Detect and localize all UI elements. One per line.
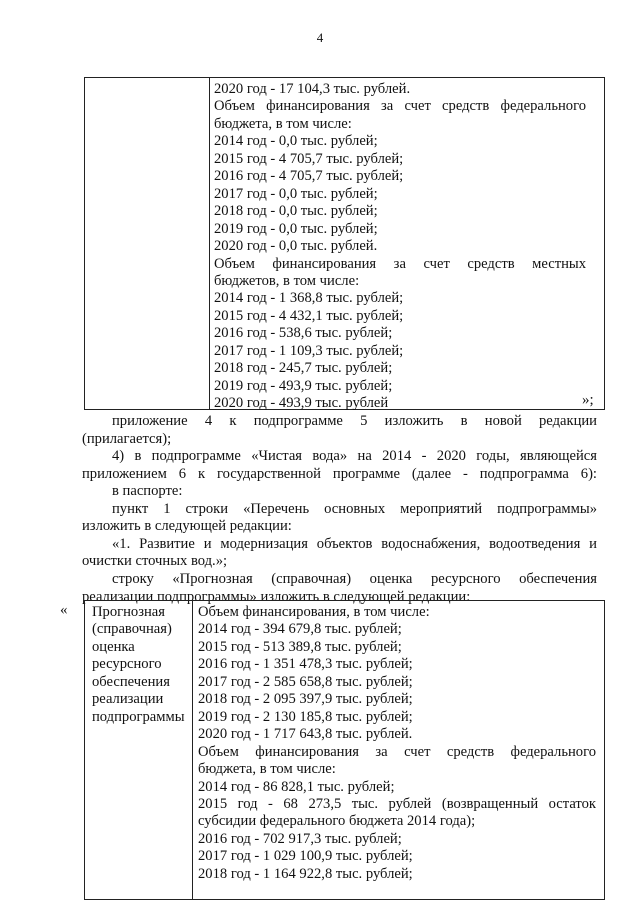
table-line: 2020 год - 1 717 643,8 тыс. рублей. <box>198 726 413 743</box>
table-line: 2015 год - 4 705,7 тыс. рублей; <box>214 150 404 167</box>
row-header-line: (справочная) <box>92 621 172 638</box>
table-line: 2018 год - 0,0 тыс. рублей; <box>214 203 378 220</box>
table-line: 2020 год - 0,0 тыс. рублей. <box>214 238 378 255</box>
table-line: 2015 год - 513 389,8 тыс. рублей; <box>198 638 402 655</box>
table-line: 2014 год - 86 828,1 тыс. рублей; <box>198 778 395 795</box>
row-header-line: обеспечения <box>92 673 170 690</box>
table-line: 2017 год - 0,0 тыс. рублей; <box>214 185 378 202</box>
table-line: 2015 год - 4 432,1 тыс. рублей; <box>214 307 404 324</box>
table-line: 2019 год - 2 130 185,8 тыс. рублей; <box>198 708 413 725</box>
table-line: 2018 год - 245,7 тыс. рублей; <box>214 360 393 377</box>
table-line: 2018 год - 1 164 922,8 тыс. рублей; <box>198 865 413 882</box>
paragraph-line: пункт 1 строки «Перечень основных мероприятий подпрограммы» <box>112 500 597 517</box>
page-number: 4 <box>316 30 324 45</box>
table-line: Объем финансирования за счет средств федерального <box>214 98 586 115</box>
row-header-line: подпрограммы <box>92 708 185 725</box>
table-line: 2016 год - 702 917,3 тыс. рублей; <box>198 830 402 847</box>
table-line: Объем финансирования, в том числе: <box>198 604 430 620</box>
table-line: 2016 год - 1 351 478,3 тыс. рублей; <box>198 656 413 673</box>
table-line: 2017 год - 1 109,3 тыс. рублей; <box>214 342 404 359</box>
table-line: 2017 год - 1 029 100,9 тыс. рублей; <box>198 848 413 865</box>
table-line: бюджетов, в том числе: <box>214 272 360 289</box>
table-line: 2014 год - 0,0 тыс. рублей; <box>214 133 378 150</box>
table-line: 2018 год - 2 095 397,9 тыс. рублей; <box>198 691 413 708</box>
paragraph-line: приложение 4 к подпрограмме 5 изложить в новой редакции <box>112 413 597 429</box>
table-line: 2014 год - 1 368,8 тыс. рублей; <box>214 290 404 307</box>
table-line: Объем финансирования за счет средств местных <box>214 255 586 272</box>
table-line: 2019 год - 0,0 тыс. рублей; <box>214 220 378 237</box>
table-column-divider <box>209 78 210 409</box>
paragraph-line: приложением 6 к государственной программе (далее - подпрограмма 6): <box>82 465 597 482</box>
paragraph-line: реализации подпрограммы» изложить в следующей редакции: <box>82 588 471 605</box>
table-line: 2017 год - 2 585 658,8 тыс. рублей; <box>198 673 413 690</box>
row-header-line: Прогнозная <box>92 604 165 620</box>
row-header-line: реализации <box>92 691 164 708</box>
table-line: 2019 год - 493,9 тыс. рублей; <box>214 377 393 394</box>
paragraph-line: (прилагается); <box>82 430 172 447</box>
table-column-divider <box>192 601 193 899</box>
paragraph-line: в паспорте: <box>112 483 183 500</box>
paragraph-line: «1. Развитие и модернизация объектов водоснабжения, водоотведения и <box>112 535 597 552</box>
paragraph-line: очистки сточных вод.»; <box>82 553 228 570</box>
paragraph-line: изложить в следующей редакции: <box>82 518 292 535</box>
closing-quote: »; <box>582 392 594 408</box>
table-line: бюджета, в том числе: <box>198 761 336 778</box>
paragraph-line: строку «Прогнозная (справочная) оценка ресурсного обеспечения <box>112 570 597 587</box>
table-line: 2016 год - 538,6 тыс. рублей; <box>214 325 393 342</box>
table-line: 2016 год - 4 705,7 тыс. рублей; <box>214 168 404 185</box>
row-header-line: ресурсного <box>92 656 162 673</box>
table-line: 2014 год - 394 679,8 тыс. рублей; <box>198 621 402 638</box>
table-line: бюджета, в том числе: <box>214 115 352 132</box>
opening-quote: « <box>60 602 68 618</box>
paragraph-line: 4) в подпрограмме «Чистая вода» на 2014 - 2020 годы, являющейся <box>112 448 597 465</box>
row-header-line: оценка <box>92 638 135 655</box>
table-line: 2020 год - 17 104,3 тыс. рублей. <box>214 81 411 97</box>
table-line: Объем финансирования за счет средств федерального <box>198 743 596 760</box>
table-line: 2015 год - 68 273,5 тыс. рублей (возвращенный остаток <box>198 795 596 812</box>
table-line: 2020 год - 493,9 тыс. рублей <box>214 395 389 412</box>
table-line: субсидии федерального бюджета 2014 года); <box>198 813 476 830</box>
